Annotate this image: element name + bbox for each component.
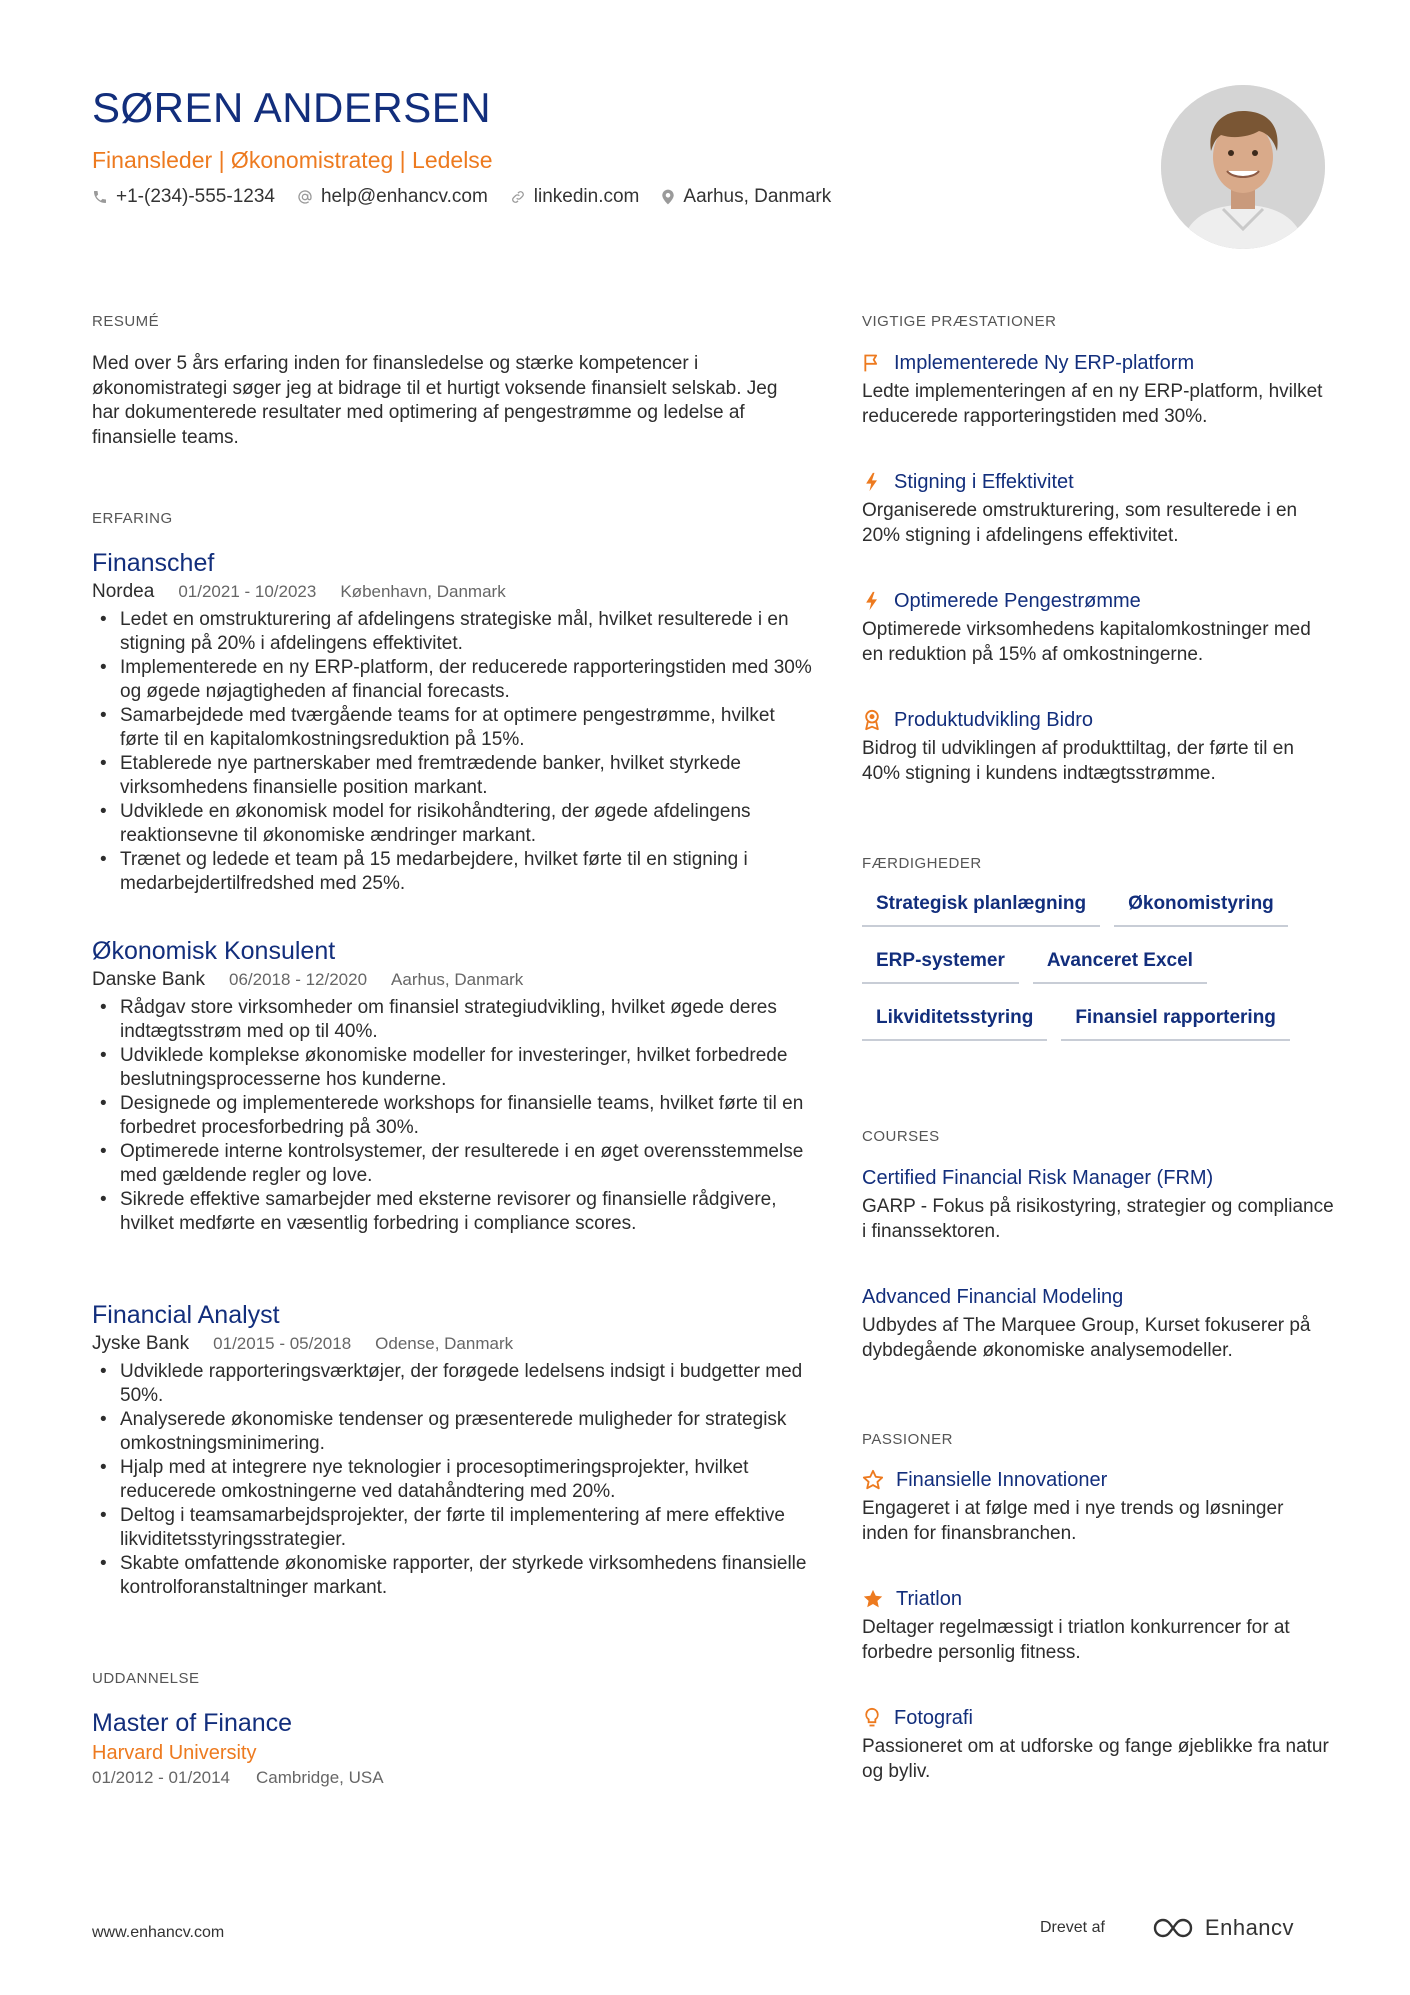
link-icon — [510, 189, 526, 205]
bullet-item: • Samarbejdede med tværgående teams for at optimere pengestrømme, hvilket førte til en kapitalomkostningsreduktion på 15%. — [92, 704, 812, 752]
achievement-item — [862, 469, 1332, 548]
achievement-title: Stigning i Effektivitet — [894, 471, 1074, 493]
passion-head — [862, 1586, 1332, 1612]
passion-desc: Deltager regelmæssigt i triatlon konkurrencer for at forbedre personlig fitness. — [862, 1617, 1290, 1663]
achievement-head — [862, 707, 1332, 733]
phone-text: +1-(234)-555-1234 — [116, 186, 275, 207]
job-bullets — [92, 608, 812, 896]
brand-logo[interactable] — [1151, 1915, 1294, 1941]
bullet-item: • Ledet en omstrukturering af afdelingens strategiske mål, hvilket resulterede i en stigning på 20% i afdelingens effektivitet. — [92, 608, 812, 656]
skill-tag: Økonomistyring — [1114, 892, 1288, 927]
achievement-head — [862, 350, 1332, 376]
avatar-illustration — [1161, 85, 1325, 249]
job-meta — [92, 968, 812, 992]
footer-branding — [1040, 1915, 1294, 1941]
contact-phone — [92, 186, 275, 208]
bullet-item: • Trænet og ledede et team på 15 medarbejdere, hvilket førte til en stigning i medarbejdertilfredshed med 25%. — [92, 848, 812, 896]
skill-tag: Avanceret Excel — [1033, 949, 1207, 984]
email-text[interactable]: help@enhancv.com — [320, 186, 488, 207]
enhancv-logo-icon — [1151, 1916, 1197, 1940]
achievement-title: Implementerede Ny ERP-platform — [894, 352, 1195, 374]
footer-website[interactable]: www.enhancv.com — [92, 1924, 225, 1941]
passion-title: Finansielle Innovationer — [896, 1469, 1108, 1491]
passion-title: Triatlon — [896, 1588, 962, 1610]
edu-meta — [92, 1766, 410, 1790]
section-title-passions: PASSIONER — [862, 1431, 953, 1448]
candidate-subtitle: Finansleder | Økonomistrateg | Ledelse — [92, 147, 493, 173]
job-bullets — [92, 1360, 812, 1600]
skill-tag: Finansiel rapportering — [1061, 1006, 1290, 1041]
bullet-item: • Udviklede komplekse økonomiske modeller for investeringer, hvilket forbedrede beslutningsprocesserne hos kunderne. — [92, 1044, 812, 1092]
job-dates: 06/2018 - 12/2020 — [229, 970, 368, 989]
achievement-item — [862, 350, 1332, 429]
section-title-achievements: VIGTIGE PRÆSTATIONER — [862, 313, 1057, 330]
edu-location: Cambridge, USA — [256, 1768, 384, 1787]
course-title: Advanced Financial Modeling — [862, 1286, 1124, 1308]
star-filled-icon — [862, 1588, 884, 1610]
skill-row — [862, 892, 1342, 927]
bullet-item: • Hjalp med at integrere nye teknologier i procesoptimeringsprojekter, hvilket reducerede omkostningerne ved datahåndtering med 20%. — [92, 1456, 812, 1504]
bullet-item: • Udviklede en økonomisk model for risikohåndtering, der øgede afdelingens reaktionsevne til økonomiske ændringer markant. — [92, 800, 812, 848]
achievement-desc: Organiserede omstrukturering, som resulterede i en 20% stigning i afdelingens effektivitet. — [862, 500, 1298, 546]
profile-photo — [1161, 85, 1325, 249]
bullet-item: • Deltog i teamsamarbejdsprojekter, der førte til implementering af mere effektive likviditetsstyringsstrategier. — [92, 1504, 812, 1552]
skill-row — [862, 1006, 1342, 1041]
bolt-icon — [862, 471, 882, 493]
passion-item — [862, 1467, 1332, 1546]
bolt-icon — [862, 590, 882, 612]
bullet-item: • Rådgav store virksomheder om finansiel strategiudvikling, hvilket øgede deres indtægtsstrøm med op til 40%. — [92, 996, 812, 1044]
summary-text: Med over 5 års erfaring inden for finansledelse og stærke kompetencer i økonomistrategi søger jeg at bidrage til et hurtigt voksende finansielt selskab. Jeg har dokumenterede resultater med optimering af pengestrømme og ledelse af finansielle teams. — [92, 353, 778, 448]
section-title-skills: FÆRDIGHEDER — [862, 855, 982, 872]
job-entry — [92, 936, 812, 1236]
section-title-courses: COURSES — [862, 1128, 940, 1145]
at-icon — [297, 189, 313, 205]
achievement-desc: Bidrog til udviklingen af produkttiltag, der førte til en 40% stigning i kundens indtægtsstrømme. — [862, 738, 1294, 784]
skill-tag: ERP-systemer — [862, 949, 1019, 984]
location-text: Aarhus, Danmark — [683, 186, 832, 207]
job-title: Finanschef — [92, 549, 215, 577]
achievement-title: Produktudvikling Bidro — [894, 709, 1093, 731]
job-title: Økonomisk Konsulent — [92, 937, 336, 965]
skills-list — [862, 892, 1342, 1063]
skill-row — [862, 949, 1342, 984]
passion-title: Fotografi — [894, 1707, 973, 1729]
contact-linkedin[interactable] — [510, 186, 640, 208]
job-company: Danske Bank — [92, 969, 206, 990]
passion-item — [862, 1586, 1332, 1665]
course-title: Certified Financial Risk Manager (FRM) — [862, 1167, 1214, 1189]
achievement-item — [862, 707, 1332, 786]
edu-dates: 01/2012 - 01/2014 — [92, 1768, 231, 1787]
job-meta — [92, 1332, 812, 1356]
job-entry — [92, 548, 812, 896]
star-outline-icon — [862, 1469, 884, 1491]
edu-degree: Master of Finance — [92, 1709, 293, 1737]
skill-tag: Strategisk planlægning — [862, 892, 1100, 927]
powered-by-text: Drevet af — [1040, 1919, 1105, 1936]
job-meta — [92, 580, 812, 604]
job-dates: 01/2021 - 10/2023 — [178, 582, 317, 601]
section-title-education: UDDANNELSE — [92, 1670, 200, 1687]
course-desc: GARP - Fokus på risikostyring, strategier og compliance i finanssektoren. — [862, 1196, 1334, 1242]
passion-item — [862, 1705, 1332, 1784]
job-company: Jyske Bank — [92, 1333, 190, 1354]
job-location: Odense, Danmark — [375, 1334, 514, 1353]
contact-email[interactable] — [297, 186, 488, 208]
linkedin-text[interactable]: linkedin.com — [533, 186, 640, 207]
job-bullets — [92, 996, 812, 1236]
job-title: Financial Analyst — [92, 1301, 280, 1329]
education-entry — [92, 1708, 410, 1790]
bullet-item: • Etablerede nye partnerskaber med fremtrædende banker, hvilket styrkede virksomhedens finansielle position markant. — [92, 752, 812, 800]
job-location: Aarhus, Danmark — [391, 970, 524, 989]
job-location: København, Danmark — [340, 582, 506, 601]
bullet-item: • Implementerede en ny ERP-platform, der reducerede rapporteringstiden med 30% og øgede nøjagtigheden af financial forecasts. — [92, 656, 812, 704]
achievement-head — [862, 469, 1332, 495]
achievement-item — [862, 588, 1332, 667]
section-title-experience: ERFARING — [92, 510, 173, 527]
bullet-item: • Designede og implementerede workshops for finansielle teams, hvilket førte til en forbedret procesforbedring på 30%. — [92, 1092, 812, 1140]
flag-icon — [862, 353, 882, 373]
location-pin-icon — [661, 189, 675, 205]
passion-head — [862, 1467, 1332, 1493]
achievement-title: Optimerede Pengestrømme — [894, 590, 1141, 612]
award-icon — [862, 709, 882, 731]
course-desc: Udbydes af The Marquee Group, Kurset fokuserer på dybdegående økonomiske analysemodeller. — [862, 1315, 1311, 1361]
job-company: Nordea — [92, 581, 155, 602]
bullet-item: • Skabte omfattende økonomiske rapporter, der styrkede virksomhedens finansielle kontrolforanstaltninger markant. — [92, 1552, 812, 1600]
achievement-head — [862, 588, 1332, 614]
contact-bar — [92, 186, 853, 208]
job-entry — [92, 1300, 812, 1600]
bullet-item: • Sikrede effektive samarbejder med eksterne revisorer og finansielle rådgivere, hvilket medførte en væsentlig forbedring i compliance scores. — [92, 1188, 812, 1236]
achievement-desc: Ledte implementeringen af en ny ERP-platform, hvilket reducerede rapporteringstiden med 30%. — [862, 381, 1323, 427]
bullet-item: • Analyserede økonomiske tendenser og præsenterede muligheder for strategisk omkostningsminimering. — [92, 1408, 812, 1456]
candidate-name: SØREN ANDERSEN — [92, 84, 492, 131]
skill-tag: Likviditetsstyring — [862, 1006, 1047, 1041]
edu-school: Harvard University — [92, 1742, 257, 1764]
phone-icon — [92, 189, 108, 205]
passion-desc: Passioneret om at udforske og fange øjeblikke fra natur og byliv. — [862, 1736, 1329, 1782]
course-item — [862, 1284, 1342, 1363]
passion-desc: Engageret i at følge med i nye trends og løsninger inden for finansbranchen. — [862, 1498, 1284, 1544]
brand-name: Enhancv — [1204, 1915, 1295, 1940]
job-dates: 01/2015 - 05/2018 — [213, 1334, 352, 1353]
course-item — [862, 1165, 1342, 1244]
contact-location — [661, 186, 831, 208]
section-title-summary: RESUMÉ — [92, 313, 160, 330]
achievement-desc: Optimerede virksomhedens kapitalomkostninger med en reduktion på 15% af omkostningerne. — [862, 619, 1311, 665]
lightbulb-icon — [862, 1707, 882, 1729]
bullet-item: • Udviklede rapporteringsværktøjer, der forøgede ledelsens indsigt i budgetter med 50%. — [92, 1360, 812, 1408]
passion-head — [862, 1705, 1332, 1731]
bullet-item: • Optimerede interne kontrolsystemer, der resulterede i en øget overensstemmelse med gældende regler og love. — [92, 1140, 812, 1188]
